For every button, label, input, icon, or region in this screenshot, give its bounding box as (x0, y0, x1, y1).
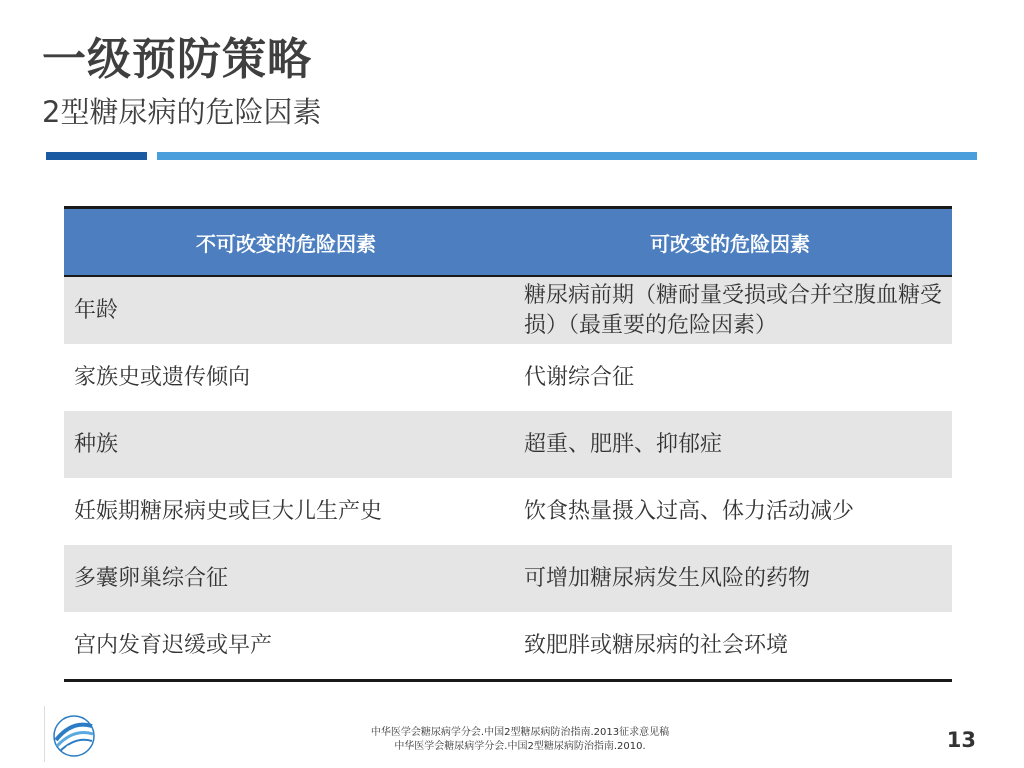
modifiable-factor: 致肥胖或糖尿病的社会环境 (508, 612, 952, 681)
modifiable-factor: 代谢综合征 (508, 344, 952, 411)
unmodifiable-factor: 年龄 (64, 276, 508, 344)
unmodifiable-factor: 宫内发育迟缓或早产 (64, 612, 508, 681)
page-number: 13 (946, 728, 976, 752)
table-row (64, 276, 952, 344)
table-row (64, 612, 952, 681)
table-row (64, 344, 952, 411)
table-row (64, 545, 952, 612)
logo-text: CDS (66, 746, 79, 752)
modifiable-factor: 饮食热量摄入过高、体力活动减少 (508, 478, 952, 545)
modifiable-factor: 糖尿病前期（糖耐量受损或合并空腹血糖受损）（最重要的危险因素） (508, 276, 952, 344)
modifiable-factor: 可增加糖尿病发生风险的药物 (508, 545, 952, 612)
reference-line: 中华医学会糖尿病学分会.中国2型糖尿病防治指南.2010. (394, 741, 646, 752)
accent-bar-light (157, 152, 977, 160)
table-row (64, 411, 952, 478)
unmodifiable-factor: 种族 (64, 411, 508, 478)
slide-subtitle: 2型糖尿病的危险因素 (42, 95, 322, 129)
cds-logo (44, 706, 100, 762)
table-row (64, 478, 952, 545)
modifiable-factor: 超重、肥胖、抑郁症 (508, 411, 952, 478)
accent-bar-dark (46, 152, 147, 160)
unmodifiable-factor: 家族史或遗传倾向 (64, 344, 508, 411)
header-unmodifiable: 不可改变的危险因素 (64, 208, 508, 277)
unmodifiable-factor: 多囊卵巢综合征 (64, 545, 508, 612)
reference-line: 中华医学会糖尿病学分会.中国2型糖尿病防治指南.2013征求意见稿 (370, 727, 670, 738)
references (340, 726, 700, 754)
risk-factors-table (64, 206, 952, 682)
header-modifiable: 可改变的危险因素 (508, 208, 952, 277)
slide-title: 一级预防策略 (42, 34, 312, 85)
table-header-row (64, 208, 952, 277)
unmodifiable-factor: 妊娠期糖尿病史或巨大儿生产史 (64, 478, 508, 545)
